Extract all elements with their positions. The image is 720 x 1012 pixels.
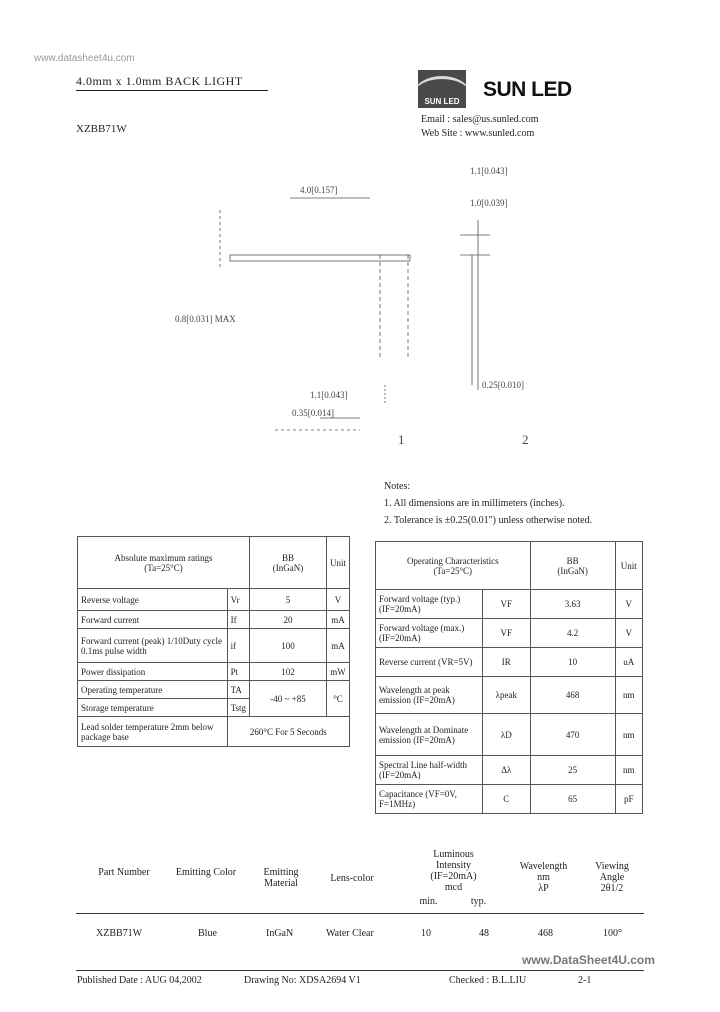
contact-website: Web Site : www.sunled.com — [421, 128, 535, 139]
h-lum4: mcd — [444, 882, 463, 893]
dim-right: 1.0[0.039] — [470, 198, 508, 208]
dim-bottom-left1: 1.1[0.043] — [310, 390, 348, 400]
op-val: 25 — [530, 756, 615, 785]
op-param: Forward voltage (max.) (IF=20mA) — [376, 619, 483, 648]
abs-param: Storage temperature — [78, 699, 228, 717]
pin-mark-2: 2 — [522, 432, 529, 447]
table-row — [376, 677, 643, 714]
abs-unit: °C — [326, 681, 349, 717]
sunled-logo-icon — [418, 70, 466, 108]
abs-header-bb: BB — [281, 552, 294, 563]
contact-block — [421, 113, 539, 141]
dim-bottom-left2: 0.35[0.014] — [292, 408, 334, 418]
logo-small-text: SUN LED — [424, 97, 460, 106]
op-val: 4.2 — [530, 619, 615, 648]
abs-param: Forward current — [78, 611, 228, 629]
abs-sym: Vr — [227, 589, 249, 611]
op-sym: C — [483, 785, 531, 814]
notes-heading: Notes: — [384, 481, 411, 492]
abs-unit: mA — [326, 611, 349, 629]
op-sym: λpeak — [483, 677, 531, 714]
table-row — [78, 717, 350, 747]
op-header-bb: BB — [566, 555, 579, 566]
abs-val: 102 — [249, 663, 326, 681]
h-view2: Angle — [599, 872, 625, 883]
row-color: Blue — [198, 928, 217, 939]
op-unit: nm — [615, 756, 642, 785]
abs-sym: TA — [227, 681, 249, 699]
h-lum1: Luminous — [433, 849, 474, 860]
abs-val: 100 — [249, 629, 326, 663]
product-table — [76, 845, 644, 945]
op-param: Forward voltage (typ.) (IF=20mA) — [376, 590, 483, 619]
abs-sym: if — [227, 629, 249, 663]
dim-bottom-right: 0.25[0.010] — [482, 380, 524, 390]
op-sym: IR — [483, 648, 531, 677]
abs-sym: Pt — [227, 663, 249, 681]
op-val: 3.63 — [530, 590, 615, 619]
op-sym: VF — [483, 590, 531, 619]
op-param: Capacitance (VF=0V, F=1MHz) — [376, 785, 483, 814]
footer-page: 2-1 — [578, 975, 592, 986]
row-min: 10 — [421, 928, 431, 939]
h-wave3: λP — [538, 883, 549, 894]
led-body-outline — [230, 255, 410, 261]
pin-mark-1: 1 — [398, 432, 405, 447]
note-2: 2. Tolerance is ±0.25(0.01") unless otherwise noted. — [384, 515, 593, 526]
footer-divider — [76, 970, 644, 971]
h-wave1: Wavelength — [519, 861, 568, 872]
h-lens: Lens-color — [330, 873, 374, 884]
abs-param: Operating temperature — [78, 681, 228, 699]
footer-drawing: Drawing No: XDSA2694 V1 — [244, 975, 361, 986]
op-val: 65 — [530, 785, 615, 814]
table-row — [78, 629, 350, 663]
op-param: Reverse current (VR=5V) — [376, 648, 483, 677]
abs-sym: Tstg — [227, 699, 249, 717]
row-lens: Water Clear — [326, 928, 374, 939]
table-row — [376, 785, 643, 814]
op-param: Wavelength at peak emission (IF=20mA) — [376, 677, 483, 714]
table-row — [78, 589, 350, 611]
row-typ: 48 — [479, 928, 489, 939]
op-header-cond: (Ta=25°C) — [433, 565, 473, 576]
h-wave2: nm — [537, 872, 550, 883]
table-row — [376, 619, 643, 648]
abs-header-param: Absolute maximum ratings — [114, 552, 213, 563]
h-min: min. — [419, 896, 438, 907]
op-unit: nm — [615, 677, 642, 714]
h-lum3: (IF=20mA) — [430, 871, 477, 882]
op-header-param: Operating Characteristics — [406, 555, 499, 566]
abs-unit: V — [326, 589, 349, 611]
h-color: Emitting Color — [175, 867, 237, 878]
op-sym: λD — [483, 714, 531, 756]
table-row — [78, 663, 350, 681]
abs-param: Reverse voltage — [78, 589, 228, 611]
table-row — [376, 590, 643, 619]
watermark-text: www.datasheet4u.com — [34, 53, 135, 64]
abs-param: Lead solder temperature 2mm below package base — [78, 717, 228, 747]
operating-characteristics-table — [375, 541, 643, 814]
table-row — [78, 681, 350, 699]
row-part: XZBB71W — [96, 928, 143, 939]
abs-val: -40 ~ +85 — [249, 681, 326, 717]
abs-param: Forward current (peak) 1/10Duty cycle 0.1ms pulse width — [78, 629, 228, 663]
abs-unit: mA — [326, 629, 349, 663]
absolute-ratings-table — [77, 536, 350, 747]
op-unit: V — [615, 619, 642, 648]
table-divider — [76, 913, 644, 914]
op-param: Wavelength at Dominate emission (IF=20mA) — [376, 714, 483, 756]
op-param: Spectral Line half-width (IF=20mA) — [376, 756, 483, 785]
h-view3: 2θ1/2 — [600, 883, 624, 894]
table-row — [376, 714, 643, 756]
op-sym: VF — [483, 619, 531, 648]
op-val: 470 — [530, 714, 615, 756]
op-val: 468 — [530, 677, 615, 714]
op-header-bb-sub: (InGaN) — [557, 565, 588, 576]
dim-top-right: 1.1[0.043] — [470, 166, 508, 176]
note-1: 1. All dimensions are in millimeters (inches). — [384, 498, 565, 509]
op-unit: nm — [615, 714, 642, 756]
op-sym: Δλ — [483, 756, 531, 785]
h-lum2: Intensity — [436, 860, 471, 871]
brand-name: SUN LED — [483, 78, 572, 101]
dim-left: 0.8[0.031] MAX — [175, 314, 236, 324]
abs-param: Power dissipation — [78, 663, 228, 681]
h-part: Part Number — [98, 867, 150, 878]
contact-email: Email : sales@us.sunled.com — [421, 114, 539, 125]
abs-val: 260°C For 5 Seconds — [227, 717, 349, 747]
row-material: InGaN — [266, 928, 294, 939]
part-number: XZBB71W — [76, 123, 127, 135]
op-unit: pF — [615, 785, 642, 814]
row-wave: 468 — [538, 928, 553, 939]
op-header-unit: Unit — [620, 560, 637, 571]
footer-published: Published Date : AUG 04,2002 — [77, 975, 202, 986]
op-unit: uA — [615, 648, 642, 677]
table-row — [376, 648, 643, 677]
table-row — [376, 756, 643, 785]
datasheet4u-watermark: www.DataSheet4U.com — [522, 953, 655, 967]
abs-header-cond: (Ta=25°C) — [144, 562, 183, 573]
h-view1: Viewing — [595, 861, 629, 872]
abs-sym: If — [227, 611, 249, 629]
abs-header-unit: Unit — [329, 557, 346, 568]
abs-unit: mW — [326, 663, 349, 681]
abs-header-bb-sub: (InGaN) — [272, 562, 304, 573]
h-material: Emitting Material — [263, 867, 299, 889]
abs-val: 20 — [249, 611, 326, 629]
dimension-drawing — [170, 160, 550, 460]
notes-block — [384, 478, 592, 529]
op-unit: V — [615, 590, 642, 619]
document-title: 4.0mm x 1.0mm BACK LIGHT — [76, 74, 268, 91]
dim-width: 4.0[0.157] — [300, 185, 338, 195]
op-val: 10 — [530, 648, 615, 677]
h-typ: typ. — [470, 896, 487, 907]
footer-checked: Checked : B.L.LIU — [449, 975, 527, 986]
row-angle: 100° — [603, 928, 622, 939]
table-row — [78, 611, 350, 629]
abs-val: 5 — [249, 589, 326, 611]
